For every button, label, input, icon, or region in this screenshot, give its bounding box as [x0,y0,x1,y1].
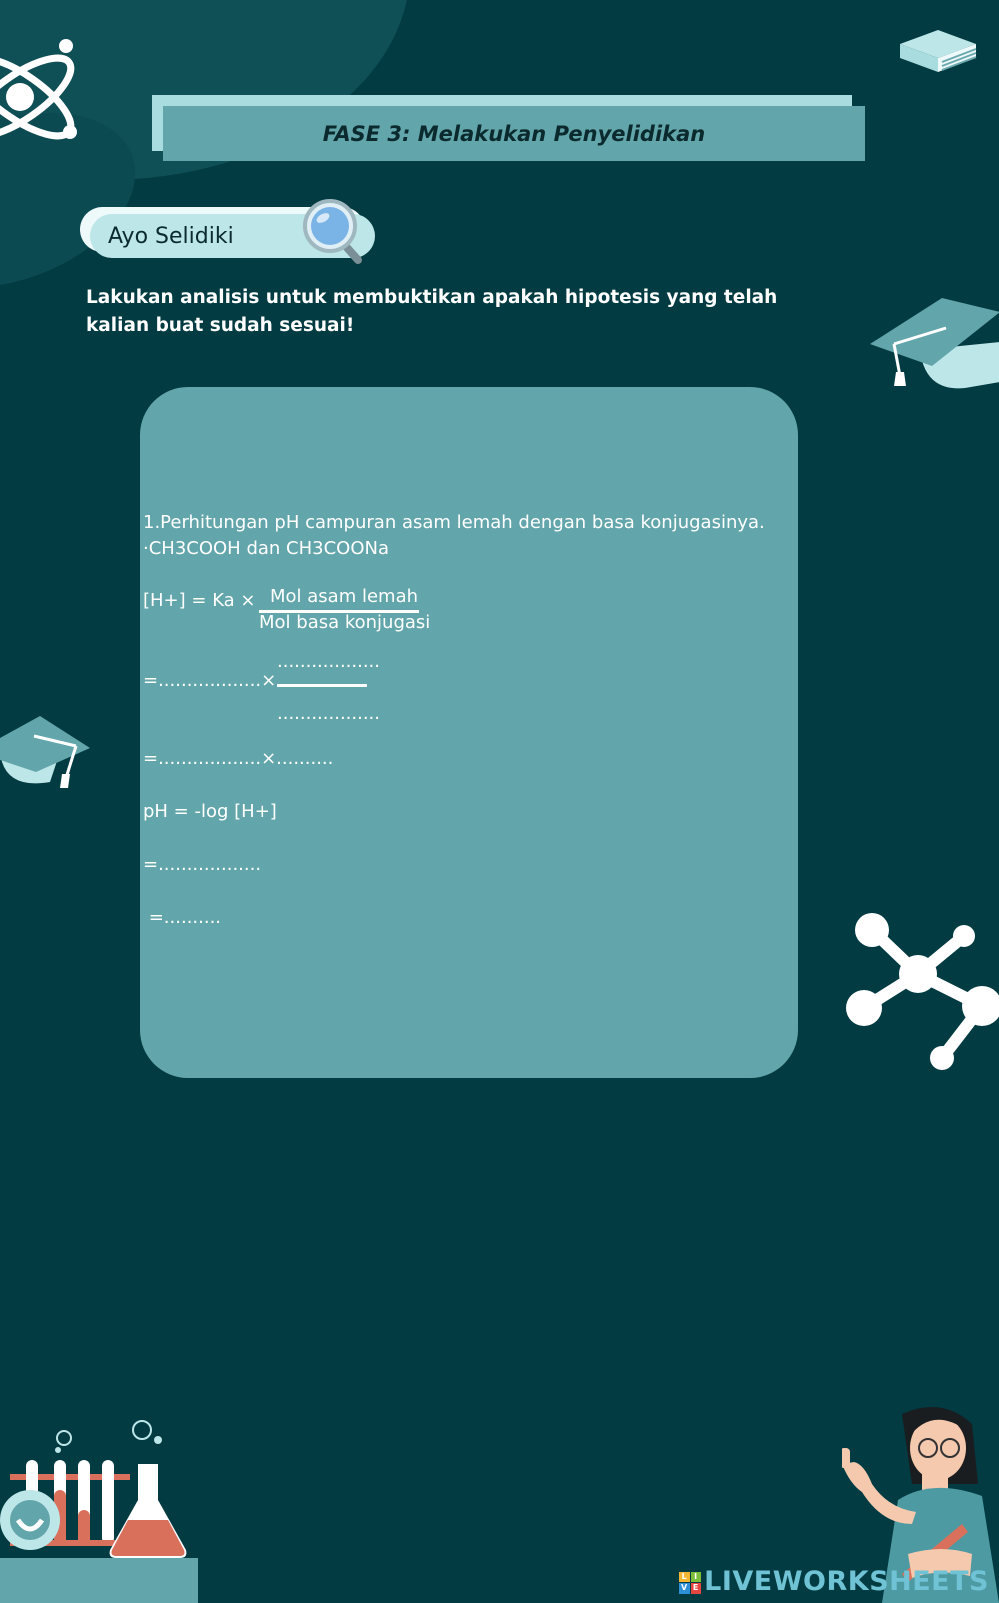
section-label: Ayo Selidiki [90,214,375,258]
formula-denominator: Mol basa konjugasi [259,612,431,633]
intro-text [86,284,786,340]
logo-letter: V [681,1583,688,1592]
ph-formula: pH = -log [H+] [143,801,277,822]
answer-blank-product[interactable]: =..................×.......... [143,748,334,769]
brand-text: LIVEWORKSHEETS [704,1566,989,1597]
graduation-cap-icon [0,712,92,792]
logo-letter: L [679,1572,690,1583]
lab-equipment-icon [0,1420,200,1603]
question-line-1: 1.Perhitungan pH campuran asam lemah dengan basa konjugasinya. [143,512,765,533]
worksheet-card [140,387,798,1078]
answer-blank-denominator[interactable]: .................. [277,703,380,724]
question-line-2: ·CH3COOH dan CH3COONa [143,538,389,559]
answer-blank-ph-result[interactable]: =.......... [143,907,222,928]
answer-blank-numerator[interactable]: .................. [277,651,380,672]
answer-blank-ph-calc[interactable]: =.................. [143,854,262,875]
formula-left: [H+] = Ka × [143,590,256,611]
intro-line-2: kalian buat sudah sesuai! [86,315,355,336]
molecule-icon [842,908,999,1070]
magnifier-icon [302,198,364,266]
atom-icon [0,32,100,162]
page-title: FASE 3: Melakukan Penyelidikan [163,106,865,161]
graduation-cap-icon [870,292,999,396]
fraction-line [277,684,367,687]
intro-line-1: Lakukan analisis untuk membuktikan apakah hipotesis yang telah [86,287,778,308]
logo-letter: I [691,1572,702,1583]
logo-letter: E [691,1583,702,1594]
liveworksheets-logo [679,1566,989,1597]
book-icon [898,28,980,74]
formula-numerator: Mol asam lemah [270,586,419,607]
logo-box-icon [679,1572,701,1594]
answer-blank-ka[interactable]: =..................× [143,670,277,691]
